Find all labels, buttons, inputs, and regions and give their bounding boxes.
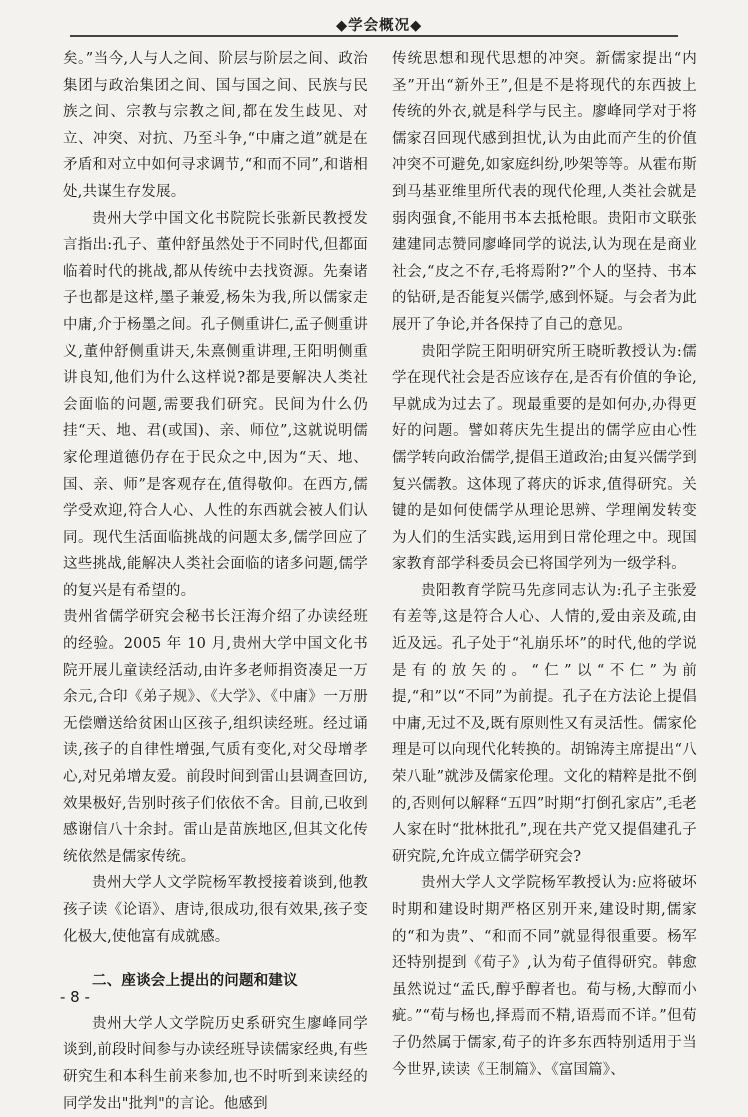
paragraph: 矣。”当今,人与人之间、阶层与阶层之间、政治集团与政治集团之间、国与国之间、民族与民族之间、宗教与宗教之间,都在发生歧见、对立、冲突、对抗、乃至斗争,“中庸之道”就是在矛盾和对立中如何寻求调节,“和而不同”,和谐相处,共谋生存发展。: [63, 51, 368, 200]
paragraph: 贵州大学人文学院杨军教授认为:应将破坏时期和建设时期严格区别开来,建设时期,儒家的“和为贵”、“和而不同”就显得很重要。杨军还特别提到《荀子》,认为荀子值得研究。韩愈虽然说过“孟氏,醇乎醇者也。荀与杨,大醇而小疵。”“荀与杨也,择焉而不精,语焉而不详。”但荀子仍然属于儒家,荀子的许多东西特别适用于当今世界,读读《王制篇》、《富国篇》、: [392, 875, 697, 1078]
page-header: [0, 8, 748, 38]
paragraph: 传统思想和现代思想的冲突。新儒家提出“内圣”开出“新外王”,但是不是将现代的东西披上传统的外衣,就是科学与民主。廖峰同学对于将儒家召回现代感到担忧,认为由此而产生的价值冲突不可避免,如家庭纠纷,吵架等等。从霍布斯到马基亚维里所代表的现代伦理,人类社会就是弱肉强食,不能用书本去抵枪眼。贵阳市文联张建建同志赞同廖峰同学的说法,认为现在是商业社会,“皮之不存,毛将焉附?”个人的坚持、书本的钻研,是否能复兴儒学,感到怀疑。与会者为此展开了争论,并各保持了自己的意见。: [392, 51, 697, 333]
header-rule: [70, 35, 678, 37]
paragraph: 贵阳教育学院马先彦同志认为:孔子主张爱有差等,这是符合人心、人情的,爱由亲及疏,由近及远。孔子处于“礼崩乐坏”的时代,他的学说是有的放矢的。“仁”以“不仁”为前提,“和”以“不同”为前提。孔子在方法论上提倡中庸,无过不及,既有原则性又有灵活性。儒家伦理是可以向现代化转换的。胡锦涛主席提出“八荣八耻”就涉及儒家伦理。文化的精粹是批不倒的,否则何以解释“五四”时期“打倒孔家店”,毛老人家在时“批林批孔”,现在共产党又提倡建孔子研究院,允许成立儒学研究会?: [392, 582, 697, 865]
section-label: ◆学会概况◆: [336, 18, 423, 34]
page-number: - 8 -: [60, 988, 90, 1006]
paragraph: 贵州大学人文学院杨军教授接着谈到,他教孩子读《论语》、唐诗,很成功,很有效果,孩子变化极大,使他富有成就感。: [63, 875, 368, 945]
paragraph: 贵州大学中国文化书院院长张新民教授发言指出:孔子、董仲舒虽然处于不同时代,但都面临着时代的挑战,都从传统中去找资源。先秦诸子也都是这样,墨子兼爱,杨朱为我,所以儒家走中庸,介于杨墨之间。孔子侧重讲仁,孟子侧重讲义,董仲舒侧重讲天,朱熹侧重讲理,王阳明侧重讲良知,他们为什么这样说?都是要解决人类社会面临的问题,需要我们研究。民间为什么仍挂“天、地、君(或国)、亲、师位”,这就说明儒家伦理道德仍存在于民众之中,因为“天、地、国、亲、师”是客观存在,值得敬仰。在西方,儒学受欢迎,符合人心、人性的东西就会被人们认同。现代生活面临挑战的问题太多,儒学回应了这些挑战,能解决人类社会面临的诸多问题,儒学的复兴是有希望的。: [63, 210, 368, 599]
paragraph: 贵阳学院王阳明研究所王晓昕教授认为:儒学在现代社会是否应该存在,是否有价值的争论,早就成为过去了。现最重要的是如何办,办得更好的问题。譬如蒋庆先生提出的儒学应由心性儒学转向政治儒学,提倡王道政治;由复兴儒学到复兴儒教。这体现了蒋庆的诉求,值得研究。关键的是如何使儒学从理论思辨、学理阐发转变为人们的生活实践,运用到日常伦理之中。现国家教育部学科委员会已将国学列为一级学科。: [392, 343, 697, 573]
section-heading: 二、座谈会上提出的问题和建议: [92, 973, 298, 990]
paragraph: 贵州省儒学研究会秘书长汪海介绍了办读经班的经验。2005 年 10 月,贵州大学中国文化书院开展儿童读经活动,由许多老师捐资凑足一万余元,合印《弟子规》、《大学》、《中庸》一万册无偿赠送给贫困山区孩子,组织读经班。经过诵读,孩子的自律性增强,气质有变化,对父母增孝心,对兄弟增友爱。前段时间到雷山县调查回访,效果极好,告别时孩子们依依不舍。目前,已收到感谢信八十余封。雷山是苗族地区,但其文化传统依然是儒家传统。: [63, 609, 368, 865]
left-column: [63, 46, 368, 1117]
right-column: [392, 46, 697, 1083]
paragraph: 贵州大学人文学院历史系研究生廖峰同学谈到,前段时间参与办读经班导读儒家经典,有些研究生和本科生前来参加,也不时听到来读经的同学发出"批判"的言论。他感到: [63, 1015, 368, 1112]
